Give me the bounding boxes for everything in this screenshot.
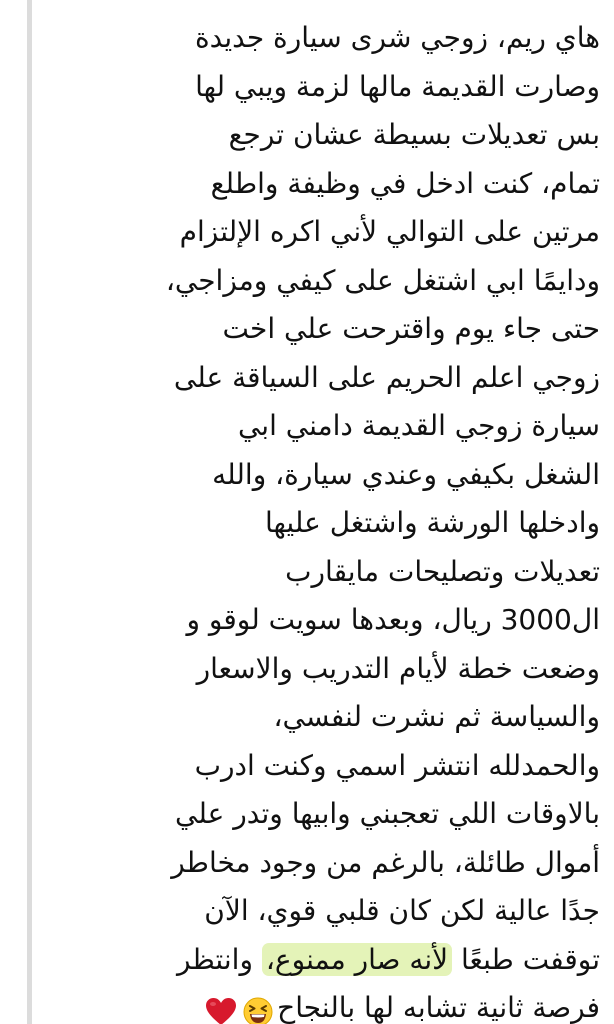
text-segment: وانتظر [177, 942, 262, 976]
red-heart-icon [205, 994, 237, 1024]
text-line: بالاوقات اللي تعجبني وابيها وتدر علي [175, 797, 600, 830]
text-line: هاي ريم، زوجي شرى سيارة جديدة [194, 21, 600, 54]
text-line-highlighted [44, 936, 600, 985]
text-line: والحمدلله انتشر اسمي وكنت ادرب [194, 748, 600, 782]
text-line-last [44, 984, 600, 1024]
laughing-face-icon [243, 994, 273, 1024]
text-line: الشغل بكيفي وعندي سيارة، والله [212, 457, 600, 491]
text-segment: فرصة ثانية تشابه لها بالنجاح [277, 991, 600, 1024]
text-line: حتى جاء يوم واقترحت علي اخت [222, 312, 600, 345]
text-line: سيارة زوجي القديمة دامني ابي [237, 409, 600, 442]
text-line: وصارت القديمة مالها لزمة ويبي لها [195, 69, 600, 103]
text-line: وضعت خطة لأيام التدريب والاسعار [196, 651, 600, 685]
text-line: وادخلها الورشة واشتغل عليها [264, 506, 600, 539]
text-line: ودايمًا ابي اشتغل على كيفي ومزاجي، [165, 263, 600, 297]
text-line: ال3000 ريال، وبعدها سويت لوقو و [186, 603, 600, 636]
text-line: مرتين على التوالي لأني اكره الإلتزام [179, 215, 600, 248]
text-line: والسياسة ثم نشرت لنفسي، [273, 700, 600, 733]
highlighted-text: لأنه صار ممنوع، [262, 943, 452, 976]
message-text [44, 14, 600, 1024]
text-line: تمام، كنت ادخل في وظيفة واطلع [210, 166, 600, 200]
text-line: أموال طائلة، بالرغم من وجود مخاطر [171, 845, 600, 879]
text-line: تعديلات وتصليحات مايقارب [285, 554, 600, 588]
text-segment: توقفت طبعًا [452, 942, 600, 976]
quote-bar [27, 0, 32, 1024]
text-line: بس تعديلات بسيطة عشان ترجع [228, 118, 600, 151]
text-line: زوجي اعلم الحريم على السياقة على [173, 360, 600, 394]
text-line: جدًا عالية لكن كان قلبي قوي، الآن [204, 894, 600, 927]
